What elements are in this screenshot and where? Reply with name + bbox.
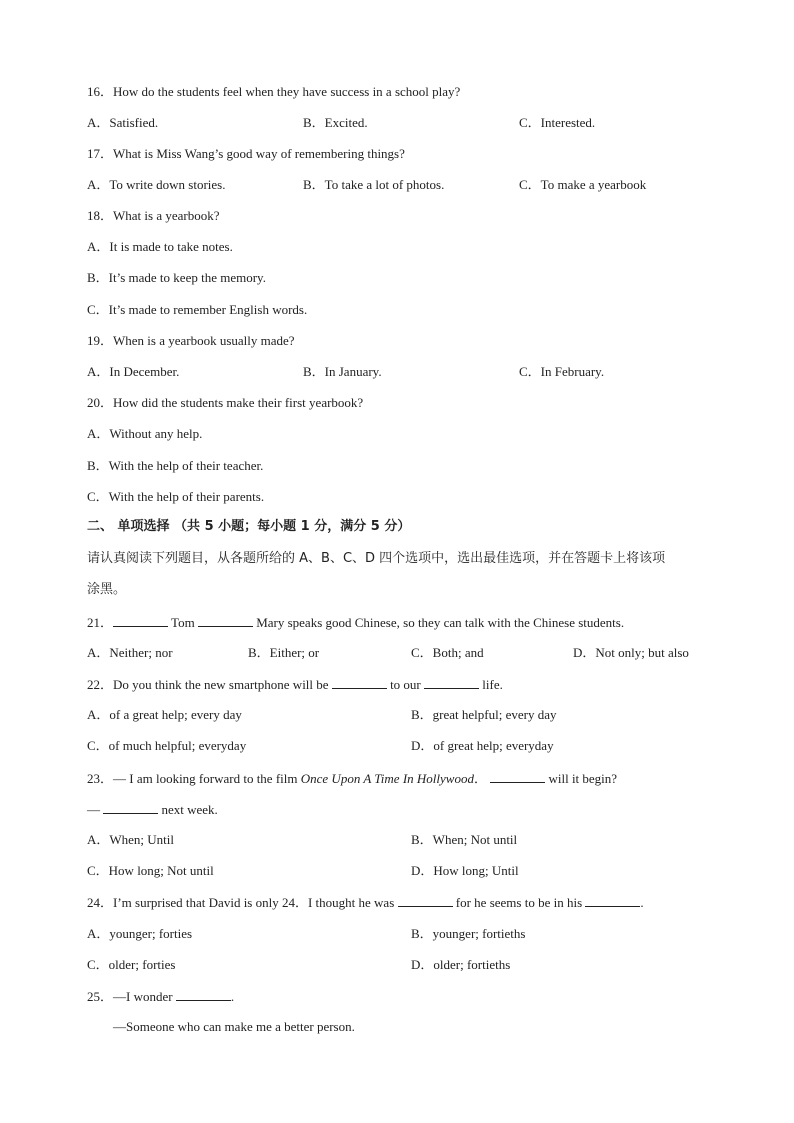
q18-option-a: A．It is made to take notes. [87, 239, 233, 254]
answer-blank [103, 801, 158, 814]
q20-option-b: B．With the help of their teacher. [87, 458, 264, 473]
q24-option-a: A．younger; forties [87, 926, 193, 941]
answer-blank [113, 614, 168, 627]
q16-option-b: B．Excited. [303, 115, 368, 130]
q23-response-text: next week. [161, 802, 218, 817]
q22-option-b: B．great helpful; every day [411, 707, 557, 722]
question-18-stem: 18．What is a yearbook? [87, 208, 220, 223]
q23-text-3: will it begin? [548, 771, 618, 786]
q21-option-c: C．Both; and [411, 645, 484, 660]
q19-option-a: A．In December. [87, 364, 180, 379]
question-23-stem [87, 770, 617, 787]
q21-text-2: Mary speaks good Chinese, so they can talk with the Chinese students. [256, 615, 625, 630]
q24-option-b: B．younger; fortieths [411, 926, 526, 941]
q22-option-a: A．of a great help; every day [87, 707, 242, 722]
question-25-stem [87, 988, 234, 1005]
q20-option-a: A．Without any help. [87, 426, 203, 441]
q21-option-d: D．Not only; but also [573, 645, 689, 660]
q22-text-2: to our [390, 677, 421, 692]
answer-blank [490, 770, 545, 783]
q23-option-b: B．When; Not until [411, 832, 518, 847]
q22-text-3: life. [482, 677, 503, 692]
q25-reply: —Someone who can make me a better person. [113, 1019, 355, 1034]
section-2-instructions: 请认真阅读下列题目，从各题所给的 A、B、C、D 四个选项中，选出最佳选项，并在答题卡上将该项 [87, 551, 666, 566]
answer-blank [398, 894, 453, 907]
q23-option-d: D．How long; Until [411, 863, 519, 878]
q19-option-b: B．In January. [303, 364, 382, 379]
q25-text-2: . [230, 989, 235, 1004]
q23-dash: — [87, 802, 100, 817]
q18-option-c: C．It’s made to remember English words. [87, 302, 308, 317]
section-2-instructions-cont: 涂黑。 [87, 582, 127, 597]
q21-option-b: B．Either; or [248, 645, 320, 660]
q25-text-1: 25．—I wonder [87, 989, 173, 1004]
q21-text-1: Tom [171, 615, 195, 630]
q23-film-title: Once Upon A Time In Hollywood [300, 771, 474, 786]
q22-option-d: D．of great help; everyday [411, 738, 554, 753]
question-16-stem: 16．How do the students feel when they have success in a school play? [87, 84, 461, 99]
q18-option-b: B．It’s made to keep the memory. [87, 270, 266, 285]
q24-option-d: D．older; fortieths [411, 957, 511, 972]
q20-option-c: C．With the help of their parents. [87, 489, 265, 504]
q23-option-a: A．When; Until [87, 832, 175, 847]
answer-blank [176, 988, 231, 1001]
question-21-stem [87, 614, 624, 631]
question-24-stem [87, 894, 644, 911]
answer-blank [424, 676, 479, 689]
q17-option-a: A．To write down stories. [87, 177, 226, 192]
q17-option-c: C．To make a yearbook [519, 177, 647, 192]
q24-text-3: . [640, 895, 644, 910]
q22-text-1: 22．Do you think the new smartphone will be [87, 677, 329, 692]
q23-text-2: ． [473, 771, 487, 786]
q16-option-a: A．Satisfied. [87, 115, 159, 130]
q21-number: 21． [87, 615, 114, 630]
q24-option-c: C．older; forties [87, 957, 176, 972]
question-17-stem: 17．What is Miss Wang’s good way of remembering things? [87, 146, 405, 161]
answer-blank [332, 676, 387, 689]
question-20-stem: 20．How did the students make their first yearbook? [87, 395, 364, 410]
q23-option-c: C．How long; Not until [87, 863, 214, 878]
q23-text-1: 23．— I am looking forward to the film [87, 771, 298, 786]
question-22-stem [87, 676, 503, 693]
q24-text-1: 24．I’m surprised that David is only 24．I thought he was [87, 895, 395, 910]
q17-option-b: B．To take a lot of photos. [303, 177, 445, 192]
q19-option-c: C．In February. [519, 364, 605, 379]
q23-response [87, 801, 218, 818]
section-2-title: 二、 单项选择 （共 5 小题；每小题 1 分，满分 5 分） [87, 519, 411, 534]
q24-text-2: for he seems to be in his [455, 895, 583, 910]
q16-option-c: C．Interested. [519, 115, 596, 130]
q21-option-a: A．Neither; nor [87, 645, 173, 660]
answer-blank [198, 614, 253, 627]
q22-option-c: C．of much helpful; everyday [87, 738, 247, 753]
question-19-stem: 19．When is a yearbook usually made? [87, 333, 295, 348]
answer-blank [585, 894, 640, 907]
